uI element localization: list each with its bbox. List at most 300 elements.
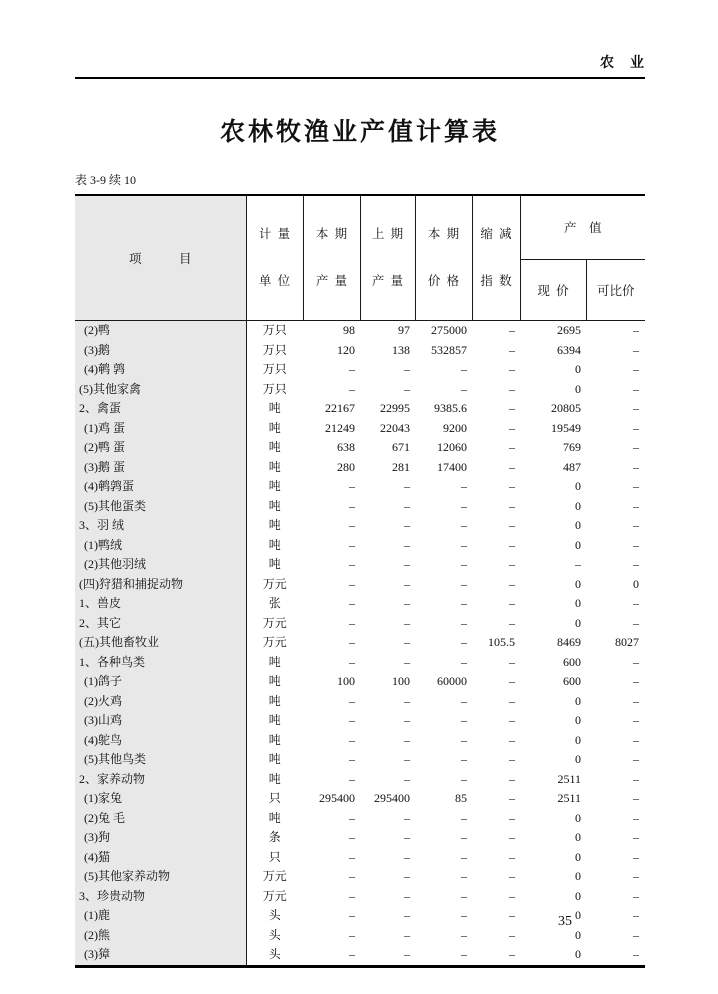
current-price-cell: – (461, 888, 467, 903)
deflator-cell: – (509, 342, 515, 357)
col-header-current-output (303, 195, 360, 321)
previous-output-cell: 22043 (380, 420, 410, 435)
unit-cell: 吨 (268, 498, 281, 513)
current-value-cell: 20805 (551, 401, 581, 415)
deflator-cell: – (509, 596, 515, 610)
unit-cell: 只 (268, 849, 281, 864)
table-row (75, 575, 645, 595)
current-value-cell: 600 (563, 654, 581, 669)
previous-output-cell: – (404, 810, 410, 825)
table-body (75, 321, 645, 967)
current-value-cell: 0 (575, 713, 581, 727)
current-value-cell: 0 (575, 362, 581, 376)
deflator-cell: – (509, 518, 515, 532)
unit-cell: 吨 (268, 537, 281, 552)
col-header-current-price-line1: 本 期 (427, 227, 460, 241)
comparable-value-cell: – (633, 713, 640, 727)
deflator-cell: – (509, 869, 515, 883)
unit-cell: 万只 (262, 323, 287, 337)
comparable-value-cell: – (633, 810, 640, 825)
comparable-value-cell: – (633, 849, 640, 864)
current-output-cell: – (349, 557, 355, 571)
deflator-cell: – (509, 557, 515, 571)
current-output-cell: – (349, 693, 355, 708)
col-header-item: 项 目 (75, 195, 246, 321)
table-row (75, 360, 645, 380)
current-value-cell: 0 (575, 693, 581, 708)
table-row (75, 653, 645, 673)
col-header-deflator-index-line1: 缩 减 (480, 227, 512, 241)
deflator-cell: – (509, 420, 515, 435)
comparable-value-cell: – (633, 830, 640, 844)
item-cell: (3)狗 (75, 828, 246, 848)
current-value-cell: 19549 (551, 420, 581, 435)
previous-output-cell: – (404, 752, 410, 766)
table-header (75, 195, 645, 321)
comparable-value-cell: – (633, 869, 640, 883)
previous-output-cell: – (404, 888, 410, 903)
deflator-cell: – (509, 401, 515, 415)
deflator-cell: – (509, 927, 515, 942)
item-cell: (2)其他羽绒 (75, 555, 246, 575)
deflator-cell: – (509, 732, 515, 747)
unit-cell: 万元 (262, 888, 287, 903)
comparable-value-cell: – (633, 420, 640, 435)
item-cell: 2、家养动物 (75, 770, 246, 790)
previous-output-cell: – (404, 947, 410, 961)
comparable-value-cell: – (633, 615, 640, 630)
table-row (75, 614, 645, 634)
unit-cell: 吨 (268, 771, 281, 786)
item-cell: (5)其他鸟类 (75, 750, 246, 770)
current-price-cell: – (461, 498, 467, 513)
current-price-cell: – (461, 381, 467, 396)
unit-cell: 万元 (262, 869, 287, 883)
deflator-cell: – (509, 791, 515, 805)
unit-cell: 吨 (268, 401, 281, 415)
unit-cell: 吨 (268, 713, 281, 727)
item-cell: (2)熊 (75, 926, 246, 946)
deflator-cell: – (509, 615, 515, 630)
table-row (75, 399, 645, 419)
current-price-cell: 532857 (431, 342, 467, 357)
current-value-cell: 2695 (557, 323, 581, 337)
table-row (75, 809, 645, 829)
deflator-cell: – (509, 752, 515, 766)
current-price-cell: 9385.6 (434, 401, 467, 415)
table-row (75, 419, 645, 439)
previous-output-cell: – (404, 927, 410, 942)
unit-cell: 吨 (268, 440, 281, 454)
current-output-cell: – (349, 635, 355, 649)
table-row (75, 789, 645, 809)
current-price-cell: – (461, 362, 467, 376)
unit-cell: 只 (268, 791, 281, 805)
comparable-value-cell: – (633, 537, 640, 552)
previous-output-cell: 22995 (380, 401, 410, 415)
current-value-cell: 0 (575, 869, 581, 883)
current-value-cell: 0 (575, 732, 581, 747)
comparable-value-cell: – (633, 459, 640, 474)
item-cell: (4)鸵鸟 (75, 731, 246, 751)
col-header-previous-output-line1: 上 期 (371, 227, 404, 241)
comparable-value-cell: – (633, 693, 640, 708)
current-output-cell: – (349, 518, 355, 532)
current-output-cell: – (349, 947, 355, 961)
current-output-cell: – (349, 771, 355, 786)
unit-cell: 万元 (262, 635, 287, 649)
deflator-cell: – (509, 381, 515, 396)
current-price-cell: – (461, 635, 467, 649)
current-value-cell: 0 (575, 888, 581, 903)
col-header-output-value-group: 产 值 (520, 195, 645, 259)
deflator-cell: – (509, 576, 515, 591)
table-row (75, 438, 645, 458)
current-output-cell: – (349, 362, 355, 376)
table-row (75, 633, 645, 653)
table-row (75, 887, 645, 907)
col-header-previous-output-line2: 产 量 (371, 274, 404, 288)
col-header-comparable-value: 可比价 (586, 259, 645, 320)
current-value-cell: 6394 (557, 342, 581, 357)
current-price-cell: – (461, 576, 467, 591)
previous-output-cell: – (404, 713, 410, 727)
item-cell: 3、羽 绒 (75, 516, 246, 536)
item-cell: (四)狩猎和捕捉动物 (75, 575, 246, 595)
comparable-value-cell: – (633, 557, 640, 571)
comparable-value-cell: – (633, 908, 640, 922)
previous-output-cell: – (404, 537, 410, 552)
section-label: 农 业 (600, 56, 645, 71)
item-cell: (1)家兔 (75, 789, 246, 809)
item-cell: (2)鸭 蛋 (75, 438, 246, 458)
current-price-cell: – (461, 557, 467, 571)
item-cell: 2、禽蛋 (75, 399, 246, 419)
comparable-value-cell: – (633, 323, 640, 337)
current-price-cell: – (461, 479, 467, 493)
previous-output-cell: 138 (392, 342, 410, 357)
unit-cell: 条 (268, 830, 281, 844)
unit-cell: 张 (268, 596, 281, 610)
unit-cell: 吨 (268, 459, 281, 474)
col-header-unit-line2: 单 位 (258, 274, 291, 288)
current-price-cell: – (461, 810, 467, 825)
previous-output-cell: – (404, 654, 410, 669)
table-row (75, 770, 645, 790)
current-output-cell: – (349, 498, 355, 513)
current-output-cell: 120 (337, 342, 355, 357)
current-output-cell: – (349, 537, 355, 552)
deflator-cell: – (509, 830, 515, 844)
unit-cell: 吨 (268, 693, 281, 708)
item-cell: (3)鹅 蛋 (75, 458, 246, 478)
previous-output-cell: 281 (392, 459, 410, 474)
previous-output-cell: – (404, 576, 410, 591)
current-output-cell: – (349, 615, 355, 630)
output-value-table (75, 194, 645, 968)
item-cell: (2)火鸡 (75, 692, 246, 712)
current-value-cell: 0 (575, 615, 581, 630)
comparable-value-cell: 0 (633, 576, 640, 591)
current-value-cell: 487 (563, 459, 581, 474)
col-header-current-price (415, 195, 472, 321)
current-price-cell: 9200 (443, 420, 467, 435)
current-price-cell: – (461, 615, 467, 630)
col-header-unit-line1: 计 量 (258, 227, 291, 241)
table-row (75, 594, 645, 614)
comparable-value-cell: – (633, 498, 640, 513)
table-row (75, 497, 645, 517)
deflator-cell: – (509, 459, 515, 474)
col-header-current-output-line1: 本 期 (315, 227, 348, 241)
deflator-cell: – (509, 693, 515, 708)
item-cell: (4)猫 (75, 848, 246, 868)
current-price-cell: 17400 (437, 459, 467, 474)
unit-cell: 万只 (262, 342, 287, 357)
current-output-cell: – (349, 596, 355, 610)
previous-output-cell: – (404, 908, 410, 922)
col-header-previous-output (360, 195, 415, 321)
current-price-cell: – (461, 693, 467, 708)
comparable-value-cell: – (633, 440, 640, 454)
deflator-cell: 105.5 (488, 635, 515, 649)
current-value-cell: 0 (575, 518, 581, 532)
previous-output-cell: – (404, 693, 410, 708)
item-cell: (5)其他家养动物 (75, 867, 246, 887)
current-value-cell: 0 (575, 576, 581, 591)
comparable-value-cell: – (633, 791, 640, 805)
current-output-cell: 638 (337, 440, 355, 454)
current-price-cell: – (461, 732, 467, 747)
table-row (75, 321, 645, 341)
previous-output-cell: – (404, 615, 410, 630)
unit-cell: 吨 (268, 557, 281, 571)
comparable-value-cell: – (633, 947, 640, 961)
comparable-value-cell: – (633, 342, 640, 357)
table-row (75, 731, 645, 751)
deflator-cell: – (509, 479, 515, 493)
previous-output-cell: – (404, 381, 410, 396)
current-output-cell: – (349, 752, 355, 766)
previous-output-cell: – (404, 849, 410, 864)
current-value-cell: 2511 (557, 791, 581, 805)
current-output-cell: – (349, 888, 355, 903)
current-value-cell: 0 (575, 498, 581, 513)
col-header-deflator-index-line2: 指 数 (480, 274, 512, 288)
current-price-cell: – (461, 830, 467, 844)
comparable-value-cell: – (633, 732, 640, 747)
table-row (75, 672, 645, 692)
col-header-unit (246, 195, 303, 321)
table-row (75, 750, 645, 770)
current-price-cell: – (461, 752, 467, 766)
current-price-cell: – (461, 869, 467, 883)
current-output-cell: – (349, 869, 355, 883)
current-output-cell: – (349, 576, 355, 591)
current-output-cell: – (349, 381, 355, 396)
item-cell: (3)獐 (75, 945, 246, 966)
comparable-value-cell: – (633, 518, 640, 532)
deflator-cell: – (509, 362, 515, 376)
current-output-cell: – (349, 908, 355, 922)
deflator-cell: – (509, 323, 515, 337)
col-header-current-value: 现 价 (520, 259, 586, 320)
table-row (75, 458, 645, 478)
unit-cell: 万元 (262, 576, 287, 591)
comparable-value-cell: – (633, 362, 640, 376)
current-output-cell: 295400 (319, 791, 355, 805)
comparable-value-cell: – (633, 381, 640, 396)
item-cell: (4)鹌鹑蛋 (75, 477, 246, 497)
previous-output-cell: – (404, 830, 410, 844)
previous-output-cell: – (404, 635, 410, 649)
current-value-cell: 8469 (557, 635, 581, 649)
current-output-cell: – (349, 654, 355, 669)
current-value-cell: 0 (575, 810, 581, 825)
col-header-current-output-line2: 产 量 (315, 274, 348, 288)
current-value-cell: 0 (575, 927, 581, 942)
current-output-cell: – (349, 927, 355, 942)
current-output-cell: 22167 (325, 401, 355, 415)
deflator-cell: – (509, 888, 515, 903)
unit-cell: 头 (268, 927, 281, 942)
comparable-value-cell: – (633, 771, 640, 786)
previous-output-cell: – (404, 869, 410, 883)
item-cell: (2)鸭 (75, 321, 246, 341)
unit-cell: 吨 (268, 810, 281, 825)
unit-cell: 头 (268, 908, 281, 922)
item-cell: (4)鹌 鹑 (75, 360, 246, 380)
previous-output-cell: – (404, 596, 410, 610)
comparable-value-cell: – (633, 888, 640, 903)
previous-output-cell: 97 (398, 323, 410, 337)
current-output-cell: 21249 (325, 420, 355, 435)
item-cell: (3)鹅 (75, 341, 246, 361)
current-price-cell: 12060 (437, 440, 467, 454)
previous-output-cell: – (404, 498, 410, 513)
current-value-cell: 0 (575, 381, 581, 396)
current-output-cell: 100 (337, 674, 355, 688)
current-value-cell: 0 (575, 830, 581, 844)
page-title: 农林牧渔业产值计算表 (219, 119, 500, 146)
comparable-value-cell: 8027 (615, 635, 640, 649)
unit-cell: 吨 (268, 752, 281, 766)
previous-output-cell: – (404, 732, 410, 747)
current-price-cell: – (461, 908, 467, 922)
unit-cell: 吨 (268, 479, 281, 493)
current-price-cell: 275000 (431, 323, 467, 337)
current-value-cell: 0 (575, 947, 581, 961)
current-value-cell: 0 (575, 596, 581, 610)
table-header-row-1 (75, 195, 645, 259)
current-price-cell: – (461, 596, 467, 610)
table-row (75, 867, 645, 887)
table-row (75, 380, 645, 400)
current-output-cell: – (349, 713, 355, 727)
current-output-cell: – (349, 849, 355, 864)
current-value-cell: 2511 (557, 771, 581, 786)
table-row (75, 828, 645, 848)
current-price-cell: – (461, 537, 467, 552)
item-cell: (5)其他蛋类 (75, 497, 246, 517)
deflator-cell: – (509, 908, 515, 922)
current-price-cell: – (461, 518, 467, 532)
previous-output-cell: 671 (392, 440, 410, 454)
page-content (75, 0, 645, 968)
comparable-value-cell: – (633, 674, 640, 688)
unit-cell: 万只 (262, 362, 287, 376)
col-header-current-price-line2: 价 格 (427, 274, 460, 288)
comparable-value-cell: – (633, 401, 640, 415)
comparable-value-cell: – (633, 752, 640, 766)
current-output-cell: – (349, 810, 355, 825)
previous-output-cell: – (404, 479, 410, 493)
current-value-cell: 0 (575, 479, 581, 493)
current-price-cell: – (461, 947, 467, 961)
item-cell: (1)鸭绒 (75, 536, 246, 556)
current-value-cell: 769 (563, 440, 581, 454)
unit-cell: 吨 (268, 674, 281, 688)
current-output-cell: – (349, 732, 355, 747)
item-cell: 2、其它 (75, 614, 246, 634)
comparable-value-cell: – (633, 596, 640, 610)
item-cell: (3)山鸡 (75, 711, 246, 731)
current-price-cell: – (461, 713, 467, 727)
unit-cell: 万元 (262, 615, 287, 630)
previous-output-cell: – (404, 771, 410, 786)
current-value-cell: 0 (575, 908, 581, 922)
unit-cell: 吨 (268, 654, 281, 669)
deflator-cell: – (509, 674, 515, 688)
deflator-cell: – (509, 947, 515, 961)
unit-cell: 吨 (268, 732, 281, 747)
previous-output-cell: – (404, 518, 410, 532)
deflator-cell: – (509, 654, 515, 669)
item-cell: 1、各种鸟类 (75, 653, 246, 673)
deflator-cell: – (509, 810, 515, 825)
current-value-cell: – (575, 557, 581, 571)
table-caption: 表 3-9 续 10 (75, 173, 136, 187)
deflator-cell: – (509, 771, 515, 786)
table-row (75, 848, 645, 868)
previous-output-cell: 295400 (374, 791, 410, 805)
item-cell: (1)鸡 蛋 (75, 419, 246, 439)
current-output-cell: – (349, 830, 355, 844)
col-header-deflator-index (472, 195, 520, 321)
item-cell: 3、珍贵动物 (75, 887, 246, 907)
unit-cell: 吨 (268, 518, 281, 532)
previous-output-cell: – (404, 557, 410, 571)
page-number: 35 (558, 914, 572, 929)
current-output-cell: – (349, 479, 355, 493)
current-price-cell: – (461, 849, 467, 864)
current-price-cell: – (461, 927, 467, 942)
unit-cell: 万只 (262, 381, 287, 396)
current-value-cell: 0 (575, 752, 581, 766)
table-row (75, 692, 645, 712)
current-value-cell: 600 (563, 674, 581, 688)
table-row (75, 516, 645, 536)
unit-cell: 吨 (268, 420, 281, 435)
table-row (75, 536, 645, 556)
comparable-value-cell: – (633, 479, 640, 493)
header-rule (75, 77, 645, 79)
deflator-cell: – (509, 713, 515, 727)
item-cell: (5)其他家禽 (75, 380, 246, 400)
current-value-cell: 0 (575, 849, 581, 864)
item-cell: (1)鹿 (75, 906, 246, 926)
comparable-value-cell: – (633, 927, 640, 942)
